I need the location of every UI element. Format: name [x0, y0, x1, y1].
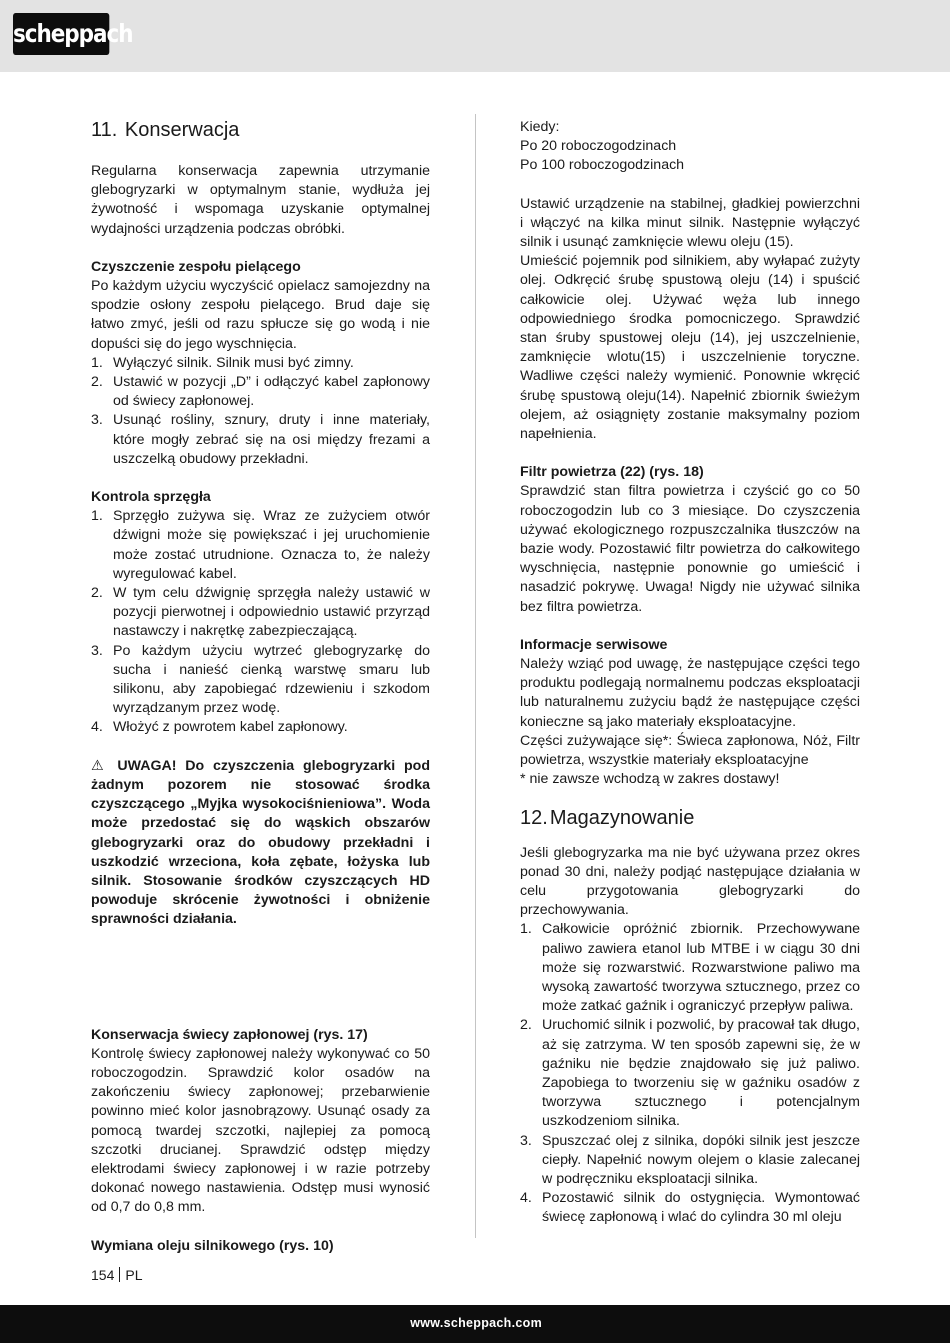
- list-text: Całkowicie opróżnić zbiornik. Przechowywane paliwo zawiera etanol lub MTBE i w ciągu 30 dni może się rozwarstwić. Rozwarstwione paliwo ma wysoką zawartość tworzywa sztucznego, przez co może zatkać gaźnik i ograniczyć przepływ paliwa.: [542, 921, 860, 1015]
- list-text: Uruchomić silnik i pozwolić, by pracował tak długo, aż się zatrzyma. W ten sposób zapewni się, że w gaźniku nie będzie znajdowało się już paliwo. Zapobiega to tworzeniu się w gaźniku osadów z tworzywa sztucznego i potencjalnym uszkodzeniom silnika.: [542, 1017, 860, 1130]
- list-number: 2.: [91, 585, 103, 602]
- when-label: Kiedy:: [520, 119, 560, 135]
- list-item: [91, 411, 430, 469]
- list-text: Włożyć z powrotem kabel zapłonowy.: [113, 719, 348, 736]
- list-number: 4.: [520, 1190, 532, 1207]
- website-link[interactable]: www.scheppach.com: [410, 1316, 542, 1330]
- air-filter-title: Filtr powietrza (22) (rys. 18): [520, 464, 704, 481]
- list-text: Po każdym użyciu wytrzeć glebogryzarkę do sucha i nanieść cienką warstwę smaru lub silikonu, aby zapobiegać rdzewieniu i szkodom wyrządzanym przez wodę.: [113, 642, 430, 717]
- wear-parts-text: Części zużywające się*: Świeca zapłonowa, Nóż, Filtr powietrza, wszystkie materiały eksploatacyjne: [520, 732, 860, 769]
- list-item: [91, 507, 430, 584]
- section-title-text: Magazynowanie: [549, 806, 695, 829]
- service-info-title: Informacje serwisowe: [520, 636, 668, 653]
- list-number: 1.: [91, 354, 103, 371]
- list-number: 3.: [91, 642, 103, 659]
- delivery-note: * nie zawsze wchodzą w zakres dostawy!: [520, 771, 780, 788]
- list-text: Wyłączyć silnik. Silnik musi być zimny.: [113, 354, 354, 371]
- list-item: [91, 373, 430, 411]
- list-text: Pozostawić silnik do ostygnięcia. Wymontować świecę zapłonową i wlać do cylindra 30 ml oleju: [542, 1190, 860, 1226]
- warning-triangle-icon: ⚠: [91, 757, 109, 774]
- list-number: 2.: [91, 374, 103, 391]
- spark-plug-title: Konserwacja świecy zapłonowej (rys. 17): [91, 1026, 368, 1043]
- clutch-steps: [91, 507, 430, 737]
- when-interval-2: Po 100 roboczogodzinach: [520, 157, 685, 174]
- section-number: 11.: [91, 119, 118, 141]
- list-number: 4.: [91, 719, 103, 736]
- maintenance-intro: Regularna konserwacja zapewnia utrzymanie glebogryzarki w optymalnym stanie, wydłuża jej żywotność i wspomaga uzyskanie optymalnej wydajności urządzenia podczas obróbki.: [91, 163, 430, 237]
- list-number: 2.: [520, 1017, 532, 1034]
- page-number: [91, 1267, 142, 1283]
- list-item: [520, 920, 860, 1016]
- list-item: [520, 1016, 860, 1131]
- page-language: PL: [125, 1267, 143, 1283]
- right-column: [520, 118, 860, 1228]
- page-number-value: 154: [91, 1267, 115, 1283]
- list-item: [91, 718, 430, 737]
- spark-plug-text: Kontrolę świecy zapłonowej należy wykonywać co 50 roboczogodzin. Sprawdzić kolor osadów na zakończeniu świecy zapłonowej; przebarwienie powinno mieć kolor jasnobrązowy. Usunąć osady za pomocą twardej szczotki, najlepiej za pomocą szczotki drucianej. Sprawdzić odstęp między elektrodami świecy zapłonowej i w razie potrzeby dokonać nowego nastawienia. Odstęp musi wynosić od 0,7 do 0,8 mm.: [91, 1045, 430, 1216]
- list-number: 1.: [91, 508, 103, 525]
- list-text: Sprzęgło zużywa się. Wraz ze zużyciem otwór dźwigni może się powiększać i jej uruchomienie może zostać utrudnione. Oznacza to, że należy wyregulować kabel.: [113, 508, 430, 582]
- cleaning-steps: [91, 354, 430, 469]
- storage-intro: Jeśli glebogryzarka ma nie być używana przez okres ponad 30 dni, należy podjąć następujące działania w celu przygotowania glebogryzarki do przechowywania.: [520, 844, 860, 919]
- section-title-storage: [520, 806, 860, 830]
- footer-bar: [0, 1305, 950, 1343]
- section-number: 12.: [520, 806, 548, 829]
- section-title-maintenance: [91, 118, 430, 142]
- oil-change-title: Wymiana oleju silnikowego (rys. 10): [91, 1237, 334, 1254]
- oil-change-text: Ustawić urządzenie na stabilnej, gładkiej powierzchni i włączyć na kilka minut silnik. Następnie wyłączyć silnik i usunąć zamknięcie wlewu oleju (15).: [520, 195, 860, 251]
- list-item: [91, 354, 430, 373]
- warning-block: [91, 757, 430, 930]
- list-text: Usunąć rośliny, sznury, druty i inne materiały, które mogły zebrać się na osi między frezami a uszczelką obudowy przekładni.: [113, 412, 430, 467]
- section-title-text: Konserwacja: [124, 119, 240, 141]
- list-text: W tym celu dźwignię sprzęgła należy ustawić w pozycji pierwotnej i odpowiednio ustawić przyrząd nastawczy i nakrętkę zabezpieczającą.: [113, 585, 430, 640]
- service-info-text: Należy wziąć pod uwagę, że następujące części tego produktu podlegają normalnemu podczas eksploatacji lub naturalnemu zużyciu bądź że następujące części konieczne są jako materiały eksploatacyjne.: [520, 656, 860, 730]
- cleaning-text: Po każdym użyciu wyczyścić opielacz samojezdny na spodzie osłony zespołu pielącego. Brud daje się łatwo zmyć, jeśli od razu spłucze się go wodą i nie dopuści się do jego wyschnięcia.: [91, 278, 430, 352]
- list-item: [91, 642, 430, 719]
- list-item: [520, 1189, 860, 1227]
- list-text: Ustawić w pozycji „D” i odłączyć kabel zapłonowy od świecy zapłonowej.: [113, 374, 430, 410]
- list-number: 3.: [91, 412, 103, 429]
- header-bar: [0, 0, 950, 72]
- warning-text: UWAGA! Do czyszczenia glebogryzarki pod żadnym pozorem nie stosować środka czyszczącego „Myjka wysokociśnieniowa”. Woda może przedostać się do wąskich obszarów glebogryzarki oraz do obudowy przekładni i uszkodzić wrzeciona, koła zębate, łożyska lub silnik. Stosowanie środków czyszczących HD powoduje skrócenie żywotności i obniżenie sprawności działania.: [91, 757, 430, 928]
- cleaning-title: Czyszczenie zespołu pielącego: [91, 258, 301, 275]
- storage-steps: [520, 920, 860, 1227]
- list-text: Spuszczać olej z silnika, dopóki silnik jest jeszcze ciepły. Napełnić nowym olejem o klasie zalecanej w podręczniku eksploatacji silnika.: [542, 1132, 860, 1187]
- clutch-title: Kontrola sprzęgła: [91, 489, 211, 506]
- column-divider: [475, 114, 476, 1238]
- list-item: [520, 1132, 860, 1190]
- list-number: 3.: [520, 1132, 532, 1149]
- page-separator: [119, 1267, 120, 1282]
- oil-change-text-2: Umieścić pojemnik pod silnikiem, aby wyłapać zużyty olej. Odkręcić śrubę spustową oleju (14) i spuścić całkowicie olej. Używać węża lub innego odpowiedniego środka pomocniczego. Sprawdzić stan śruby spustowej oleju (14), jej uszczelnienie, zamknięcie wlotu(15) i uszczelnienie toryczne. Wadliwe części należy wymienić. Ponownie wkręcić śrubę spustową oleju(14). Napełnić zbiornik świeżym olejem, aż osiągnięty zostanie maksymalny poziom napełnienia.: [520, 253, 860, 443]
- list-item: [91, 584, 430, 642]
- list-number: 1.: [520, 921, 532, 938]
- air-filter-text: Sprawdzić stan filtra powietrza i czyścić go co 50 roboczogodzin lub co 3 miesiące. Do czyszczenia używać ekologicznego rozpuszczalnika tłuszczów na bazie wody. Pozostawić filtr powietrza do całkowitego wyschnięcia, następnie ponownie go umieścić i nasadzić pokrywę. Uwaga! Nigdy nie używać silnika bez filtra powietrza.: [520, 483, 860, 615]
- left-column: [91, 118, 430, 1256]
- scheppach-logo: scheppach: [13, 13, 109, 55]
- when-interval-1: Po 20 roboczogodzinach: [520, 138, 677, 155]
